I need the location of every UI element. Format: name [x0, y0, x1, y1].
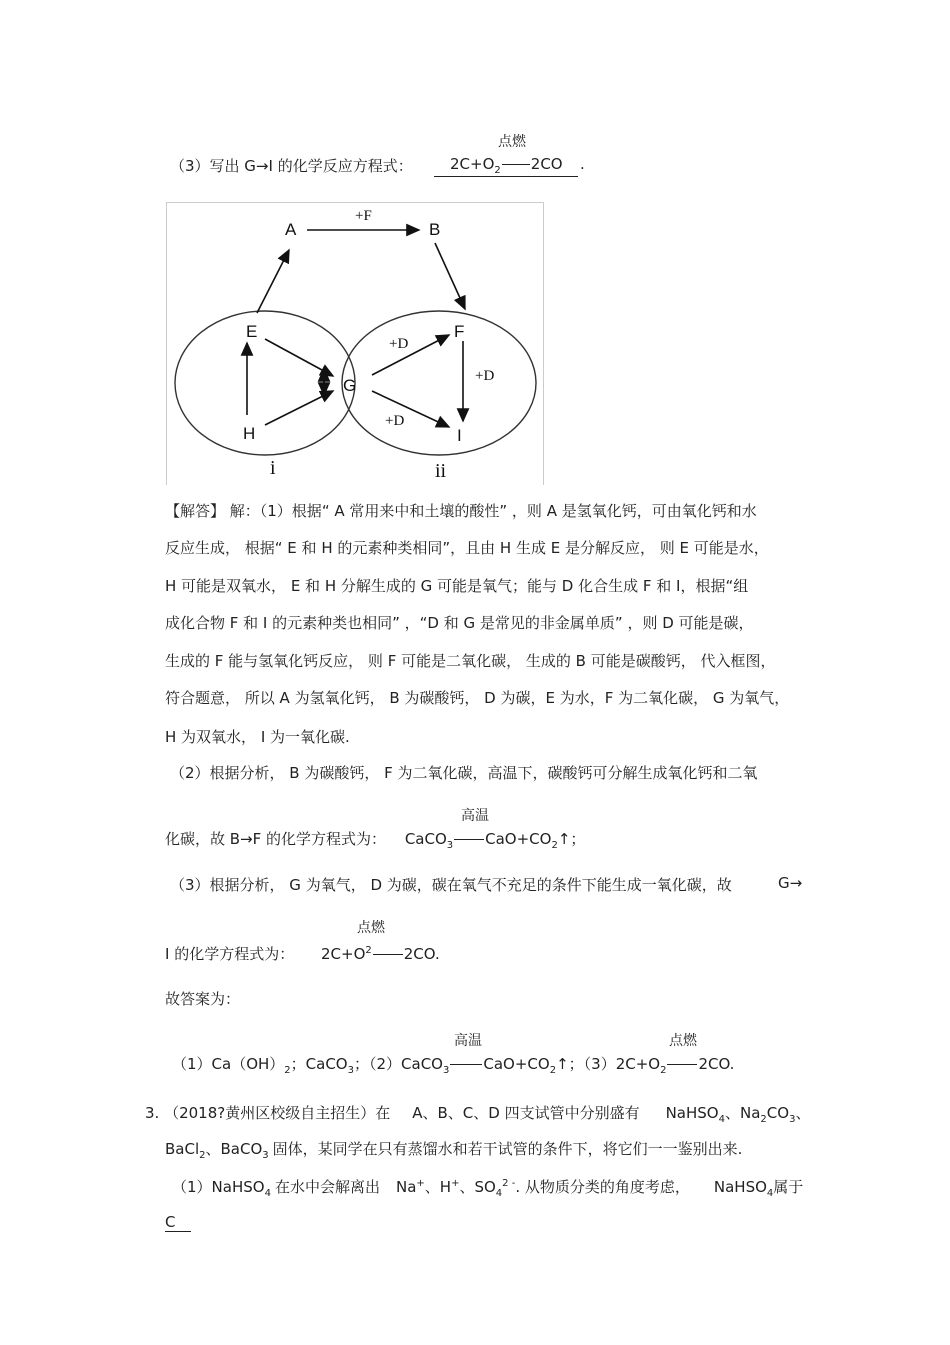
answer-line-1: 【解答】 解：（1）根据“ A 常用来中和土壤的酸性” ，则 A 是氢氧化钙，可由氧化钙和水 [165, 502, 757, 520]
answer-line-3: H 可能是双氧水， E 和 H 分解生成的 G 可能是氧气；能与 D 化合生成 F 和 I，根据“组 [165, 577, 749, 595]
edge-label-g-i: +D [385, 413, 405, 429]
answer-line-4: 成化合物 F 和 I 的元素种类也相同” ，“D 和 G 是常见的非金属单质” ，则 D 可能是碳， [165, 614, 754, 632]
edge-label-g-f: +D [389, 336, 409, 352]
node-F: F [454, 322, 465, 341]
question-3-line-1: 3. （2018?黄州区校级自主招生）在 A、B、C、D 四支试管中分别盛有 NaHSO$_4$、$Na_2CO_3$、 [145, 1104, 811, 1125]
answer-line-2: 反应生成， 根据“ E 和 H 的元素种类相同”，且由 H 生成 E 是分解反应， 则 E 可能是水， [165, 539, 769, 557]
node-I: I [457, 426, 462, 445]
arrow-g-i [372, 391, 449, 427]
q3-prompt [170, 155, 413, 176]
node-E: E [246, 322, 258, 341]
question-3-line-2: BaCl$_2$、BaCO$_3$ 固体，某同学在只有蒸馏水和若干试管的条件下，将它们一一鉴别出来. [165, 1140, 743, 1161]
reaction-condition: 点燃 [498, 134, 526, 150]
analysis-2-line-2: 化碳，故 B→F 的化学方程式为： CaCO$_3$ $CaO+CO_2↑$； [165, 830, 586, 851]
node-B: B [429, 220, 441, 239]
condition-ignite: 点燃 [357, 920, 385, 936]
final-answer-label: 故答案为： [165, 990, 241, 1008]
answer-line-5: 生成的 F 能与氢氧化钙反应， 则 F 可能是二氧化碳， 生成的 B 可能是碳酸钙， 代入框图， [165, 652, 776, 670]
question-3-answer-blank: C [165, 1213, 191, 1232]
circle-label-i: i [270, 457, 276, 479]
arrow-e-g [265, 339, 333, 376]
arrow-g-f [372, 335, 449, 375]
diagram-svg [167, 203, 543, 485]
answer-line-6: 符合题意， 所以 A 为氢氧化钙， B 为碳酸钙， D 为碳，E 为水，F 为二氧化碳， G 为氧气， [165, 689, 790, 707]
analysis-2-line-1: （2）根据分析， B 为碳酸钙， F 为二氧化碳，高温下，碳酸钙可分解生成氧化钙和二氧 [170, 764, 758, 782]
analysis-3-line-2: I 的化学方程式为： $2C+O^2$ 2CO. [165, 945, 440, 963]
q3-answer-equation: $2C+O_2$ 2CO [434, 155, 578, 177]
circle-i [175, 311, 355, 455]
q3-prompt-text: （3）写出 G→I 的化学反应方程式： [170, 157, 413, 175]
arrow-b-f [435, 243, 465, 309]
analysis-3-arrow: G→ [778, 874, 803, 892]
equation-co: $2C+O^2$ 2CO. [320, 945, 440, 963]
circle-label-ii: ii [435, 460, 447, 482]
node-G: G [343, 376, 357, 395]
circle-ii [342, 311, 536, 455]
edge-label-plus-f: +F [355, 208, 372, 224]
arrow-e-a [257, 250, 289, 313]
question-3-line-3: （1）NaHSO$_4$ 在水中会解离出 Na+、H+、$SO_4^{2 -}$. 从物质分类的角度考虑， NaHSO$_4$属于 [172, 1178, 804, 1199]
node-H: H [243, 424, 256, 443]
reaction-diagram [166, 202, 544, 485]
edge-label-f-i: +D [475, 368, 495, 384]
q3-suffix: . [580, 155, 585, 173]
final-condition-2: 点燃 [669, 1033, 697, 1049]
final-condition-1: 高温 [454, 1033, 482, 1049]
final-answer-line: $(1)Ca(OH)_2$；CaCO$_3$；（2）CaCO$_3$ $CaO+CO_2↑$；$(3)2C+O_2$ 2CO. [172, 1055, 735, 1076]
answer-line-7: H 为双氧水， I 为一氧化碳. [165, 728, 350, 746]
analysis-3-line-1: （3）根据分析， G 为氧气， D 为碳，碳在氧气不充足的条件下能生成一氧化碳，故 [170, 876, 732, 894]
condition-high-temp: 高温 [461, 808, 489, 824]
node-A: A [285, 220, 297, 239]
arrow-h-g [265, 391, 333, 425]
equation-caco3: CaCO$_3$ $CaO+CO_2↑$； [404, 830, 586, 851]
